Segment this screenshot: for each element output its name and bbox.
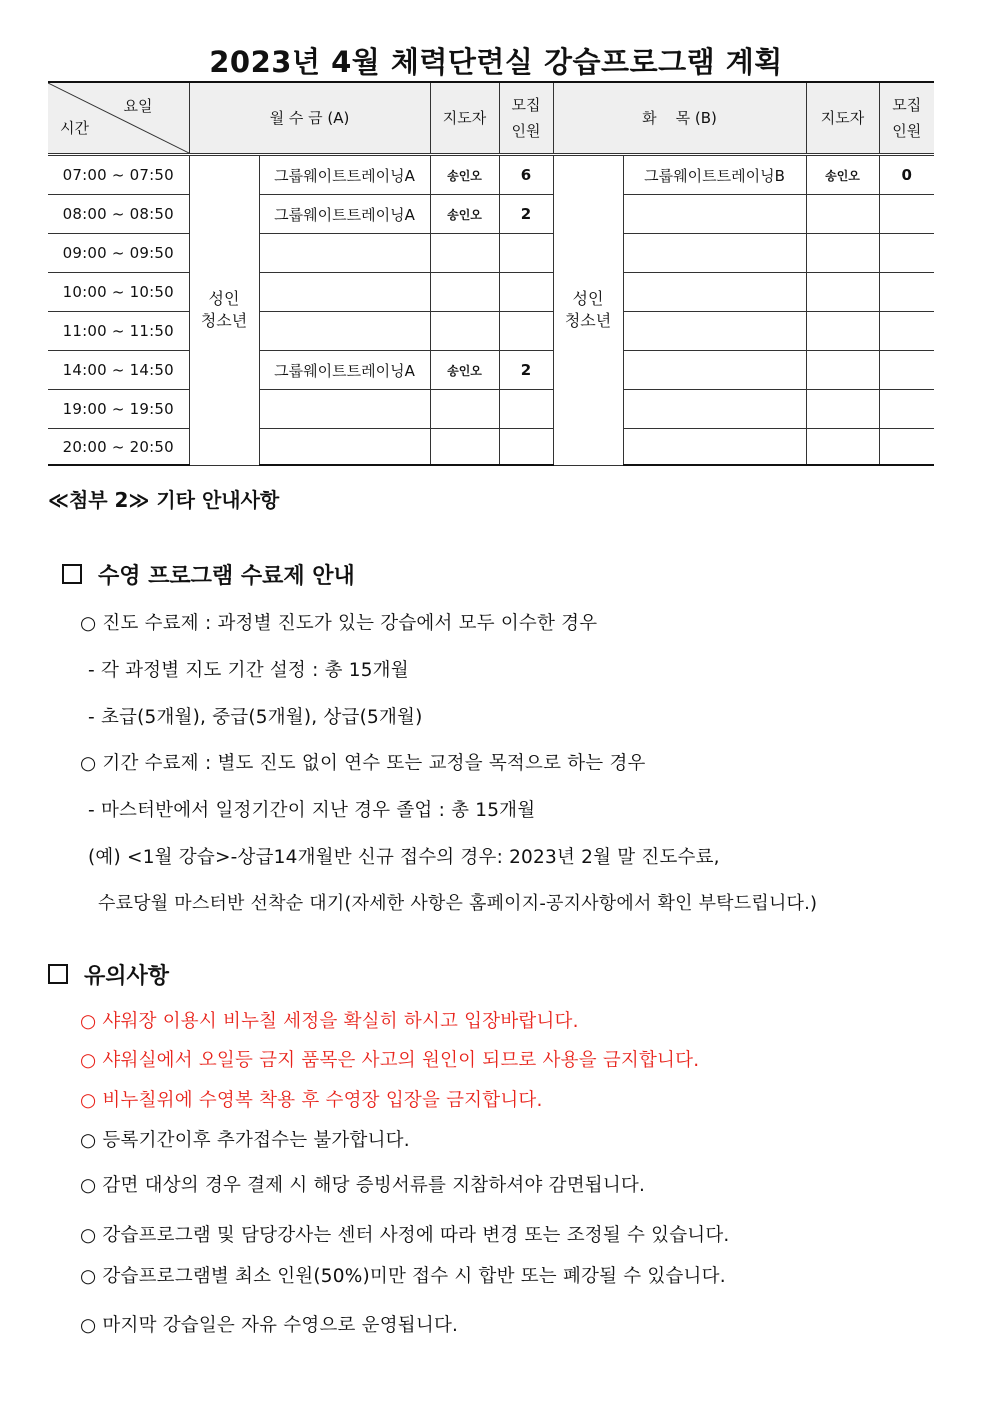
- count-b-cell: [879, 390, 934, 429]
- time-cell: 11:00 ~ 11:50: [48, 312, 189, 351]
- note-item: ○ 감면 대상의 경우 결제 시 해당 증빙서류를 지참하셔야 감면됩니다.: [80, 1175, 646, 1196]
- program-a-cell: [259, 312, 430, 351]
- note-item: ○ 강습프로그램별 최소 인원(50%)미만 접수 시 합반 또는 폐강될 수 있습니다.: [80, 1266, 726, 1287]
- count-b-cell: [879, 312, 934, 351]
- table-row: [48, 195, 934, 234]
- table-row: [48, 273, 934, 312]
- instructor-b-cell: [806, 312, 879, 351]
- checkbox-square-icon: [48, 964, 68, 984]
- capacity-header-b: 모집 인원: [879, 82, 934, 155]
- note-item-warning: ○ 샤워장 이용시 비누칠 세정을 확실히 하시고 입장바랍니다.: [80, 1011, 579, 1032]
- count-a-cell: 2: [499, 195, 553, 234]
- table-row: [48, 234, 934, 273]
- instructor-a-cell: 송인오: [430, 155, 499, 195]
- program-a-cell: [259, 390, 430, 429]
- checkbox-square-icon: [62, 564, 82, 584]
- time-cell: 14:00 ~ 14:50: [48, 351, 189, 390]
- instructor-header-a: 지도자: [430, 82, 499, 155]
- program-b-cell: [623, 390, 806, 429]
- count-a-cell: [499, 312, 553, 351]
- count-a-cell: 6: [499, 155, 553, 195]
- instructor-b-cell: [806, 234, 879, 273]
- instructor-b-cell: [806, 390, 879, 429]
- swim-line: 수료당월 마스터반 선착순 대기(자세한 사항은 홈페이지-공지사항에서 확인 부탁드립니다.): [98, 893, 818, 914]
- target-a-cell: 성인 청소년: [189, 155, 259, 466]
- swim-line: - 각 과정별 지도 기간 설정 : 총 15개월: [88, 660, 409, 681]
- table-header-row: [48, 82, 934, 155]
- count-b-cell: [879, 273, 934, 312]
- program-a-cell: 그룹웨이트트레이닝A: [259, 195, 430, 234]
- notes-section-heading: [48, 959, 169, 990]
- instructor-a-cell: 송인오: [430, 195, 499, 234]
- program-b-cell: [623, 312, 806, 351]
- program-a-cell: [259, 429, 430, 466]
- instructor-a-cell: [430, 273, 499, 312]
- note-item: ○ 강습프로그램 및 담당강사는 센터 사정에 따라 변경 또는 조정될 수 있습니다.: [80, 1225, 730, 1246]
- count-a-cell: [499, 234, 553, 273]
- count-a-cell: 2: [499, 351, 553, 390]
- instructor-a-cell: [430, 429, 499, 466]
- table-row: [48, 155, 934, 195]
- program-a-cell: [259, 234, 430, 273]
- instructor-b-cell: [806, 273, 879, 312]
- program-a-cell: [259, 273, 430, 312]
- time-cell: 07:00 ~ 07:50: [48, 155, 189, 195]
- table-row: [48, 390, 934, 429]
- day-time-header: [48, 82, 189, 155]
- group-a-header: 월 수 금 (A): [189, 82, 430, 155]
- attachment-heading: ≪첨부 2≫ 기타 안내사항: [48, 488, 280, 512]
- time-cell: 08:00 ~ 08:50: [48, 195, 189, 234]
- instructor-b-cell: [806, 351, 879, 390]
- program-b-cell: [623, 195, 806, 234]
- swim-line: ○ 기간 수료제 : 별도 진도 없이 연수 또는 교정을 목적으로 하는 경우: [80, 753, 646, 774]
- page-title: 2023년 4월 체력단련실 강습프로그램 계획: [209, 45, 783, 79]
- day-label: 요일: [123, 97, 153, 115]
- time-label: 시간: [60, 119, 89, 137]
- capacity-header-a: 모집 인원: [499, 82, 553, 155]
- instructor-a-cell: [430, 234, 499, 273]
- program-b-cell: 그룹웨이트트레이닝B: [623, 155, 806, 195]
- program-b-cell: [623, 234, 806, 273]
- instructor-a-cell: 송인오: [430, 351, 499, 390]
- count-a-cell: [499, 390, 553, 429]
- swim-section-heading: [62, 559, 355, 590]
- program-b-cell: [623, 273, 806, 312]
- instructor-b-cell: [806, 429, 879, 466]
- table-row: [48, 312, 934, 351]
- count-b-cell: [879, 195, 934, 234]
- count-a-cell: [499, 273, 553, 312]
- program-a-cell: 그룹웨이트트레이닝A: [259, 155, 430, 195]
- swim-line: - 초급(5개월), 중급(5개월), 상급(5개월): [88, 707, 423, 728]
- note-item: ○ 마지막 강습일은 자유 수영으로 운영됩니다.: [80, 1315, 459, 1336]
- count-b-cell: [879, 234, 934, 273]
- group-b-header: 화 목 (B): [553, 82, 806, 155]
- time-cell: 10:00 ~ 10:50: [48, 273, 189, 312]
- time-cell: 20:00 ~ 20:50: [48, 429, 189, 466]
- table-row: [48, 351, 934, 390]
- time-cell: 09:00 ~ 09:50: [48, 234, 189, 273]
- note-item: ○ 등록기간이후 추가접수는 불가합니다.: [80, 1130, 410, 1151]
- count-a-cell: [499, 429, 553, 466]
- program-b-cell: [623, 351, 806, 390]
- swim-heading-text: 수영 프로그램 수료제 안내: [98, 564, 355, 589]
- count-b-cell: [879, 429, 934, 466]
- swim-line: (예) <1월 강습>-상급14개월반 신규 접수의 경우: 2023년 2월 말 진도수료,: [88, 847, 720, 868]
- swim-line: ○ 진도 수료제 : 과정별 진도가 있는 강습에서 모두 이수한 경우: [80, 613, 598, 634]
- note-item-warning: ○ 샤워실에서 오일등 금지 품목은 사고의 원인이 되므로 사용을 금지합니다.: [80, 1050, 700, 1071]
- schedule-table: [48, 81, 934, 466]
- notes-heading-text: 유의사항: [84, 964, 170, 989]
- instructor-b-cell: 송인오: [806, 155, 879, 195]
- instructor-a-cell: [430, 312, 499, 351]
- instructor-a-cell: [430, 390, 499, 429]
- program-a-cell: 그룹웨이트트레이닝A: [259, 351, 430, 390]
- table-row: [48, 429, 934, 466]
- swim-line: - 마스터반에서 일정기간이 지난 경우 졸업 : 총 15개월: [88, 800, 536, 821]
- note-item-warning: ○ 비누칠위에 수영복 착용 후 수영장 입장을 금지합니다.: [80, 1090, 543, 1111]
- count-b-cell: 0: [879, 155, 934, 195]
- instructor-header-b: 지도자: [806, 82, 879, 155]
- program-b-cell: [623, 429, 806, 466]
- target-b-cell: 성인 청소년: [553, 155, 623, 466]
- instructor-b-cell: [806, 195, 879, 234]
- time-cell: 19:00 ~ 19:50: [48, 390, 189, 429]
- count-b-cell: [879, 351, 934, 390]
